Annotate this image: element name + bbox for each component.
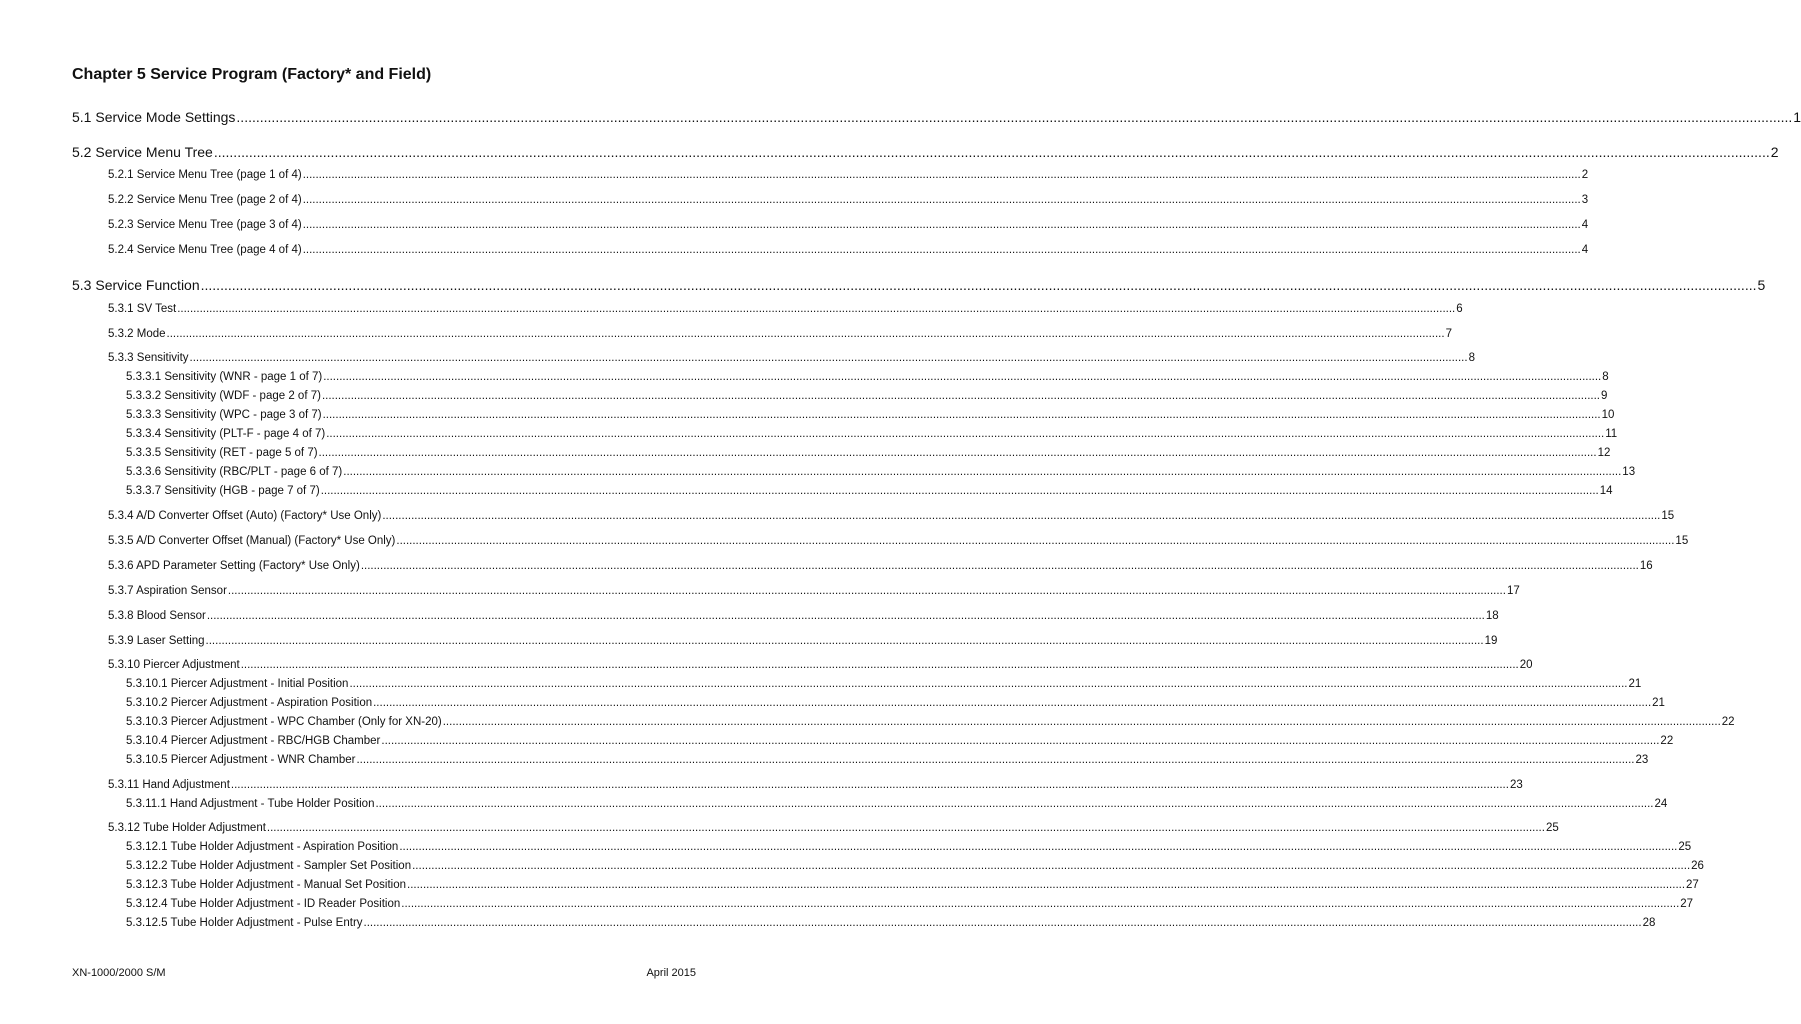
toc-leader-dots: ................................................................................................................................................................................................................................................................................................................................................................................................................ bbox=[302, 194, 1581, 206]
toc-entry-page-number: 12 bbox=[1597, 447, 1611, 459]
toc-entry-page-number: 13 bbox=[1622, 466, 1636, 478]
toc-entry bbox=[126, 735, 1674, 749]
toc-entry-page-number: 16 bbox=[1639, 560, 1653, 572]
toc-entry-page-number: 2 bbox=[1581, 169, 1589, 181]
toc-entry-page-number: 6 bbox=[1456, 303, 1463, 315]
toc-leader-dots: ................................................................................................................................................................................................................................................................................................................................................................................................................ bbox=[213, 144, 1770, 160]
toc-entry bbox=[126, 371, 1609, 385]
toc-entry bbox=[126, 485, 1613, 499]
toc-entry bbox=[126, 716, 1735, 730]
toc-entry-title: 5.3.10.4 Piercer Adjustment - RBC/HGB Chamber bbox=[126, 735, 381, 747]
toc-entry-page-number: 8 bbox=[1602, 371, 1609, 383]
toc-leader-dots: ................................................................................................................................................................................................................................................................................................................................................................................................................ bbox=[407, 879, 1686, 891]
toc-entry bbox=[126, 841, 1692, 855]
toc-leader-dots: ................................................................................................................................................................................................................................................................................................................................................................................................................ bbox=[442, 716, 1721, 728]
toc-leader-dots: ................................................................................................................................................................................................................................................................................................................................................................................................................ bbox=[200, 277, 1757, 293]
toc-entry-page-number: 23 bbox=[1509, 779, 1523, 791]
toc-entry-page-number: 20 bbox=[1519, 659, 1533, 671]
toc-entry-title: 5.3.11 Hand Adjustment bbox=[108, 779, 230, 791]
toc-leader-dots: ................................................................................................................................................................................................................................................................................................................................................................................................................ bbox=[230, 779, 1509, 791]
toc-entry bbox=[108, 169, 1589, 183]
toc-entry-page-number: 3 bbox=[1581, 194, 1589, 206]
chapter-title: Chapter 5 Service Program (Factory* and Field) bbox=[72, 66, 432, 83]
toc-entry bbox=[126, 754, 1649, 768]
toc-entry-page-number: 18 bbox=[1485, 610, 1499, 622]
toc-entry-page-number: 22 bbox=[1660, 735, 1674, 747]
toc-entry-title: 5.3.3 Sensitivity bbox=[108, 352, 189, 364]
toc-leader-dots: ................................................................................................................................................................................................................................................................................................................................................................................................................ bbox=[343, 466, 1622, 478]
toc-entry bbox=[108, 779, 1523, 793]
toc-entry-title: 5.3.12.2 Tube Holder Adjustment - Sampler Set Position bbox=[126, 860, 412, 872]
toc-entry bbox=[108, 822, 1559, 836]
toc-entry bbox=[126, 697, 1665, 711]
toc-entry-page-number: 25 bbox=[1545, 822, 1559, 834]
toc-entry-title: 5.3.3.7 Sensitivity (HGB - page 7 of 7) bbox=[126, 485, 320, 497]
toc-entry bbox=[126, 447, 1611, 461]
toc-entry bbox=[108, 510, 1675, 524]
toc-entry bbox=[108, 194, 1589, 208]
toc-entry bbox=[108, 585, 1520, 599]
toc-entry-title: 5.3.10.1 Piercer Adjustment - Initial Position bbox=[126, 678, 349, 690]
toc-entry-title: 5.3.6 APD Parameter Setting (Factory* Use Only) bbox=[108, 560, 360, 572]
toc-entry-page-number: 15 bbox=[1675, 535, 1689, 547]
toc-leader-dots: ................................................................................................................................................................................................................................................................................................................................................................................................................ bbox=[189, 352, 1468, 364]
toc-entry bbox=[108, 659, 1533, 673]
toc-entry-page-number: 10 bbox=[1601, 409, 1615, 421]
toc-entry bbox=[126, 798, 1668, 812]
toc-leader-dots: ................................................................................................................................................................................................................................................................................................................................................................................................................ bbox=[266, 822, 1545, 834]
toc-entry bbox=[72, 277, 1766, 294]
toc-entry-title: 5.3.12.3 Tube Holder Adjustment - Manual Set Position bbox=[126, 879, 406, 891]
toc-entry bbox=[126, 678, 1642, 692]
toc-leader-dots: ................................................................................................................................................................................................................................................................................................................................................................................................................ bbox=[206, 610, 1485, 622]
toc-entry bbox=[72, 144, 1779, 161]
toc-entry bbox=[126, 428, 1618, 442]
toc-leader-dots: ................................................................................................................................................................................................................................................................................................................................................................................................................ bbox=[240, 659, 1519, 671]
toc-leader-dots: ................................................................................................................................................................................................................................................................................................................................................................................................................ bbox=[326, 428, 1605, 440]
toc-entry-title: 5.3.4 A/D Converter Offset (Auto) (Factory* Use Only) bbox=[108, 510, 382, 522]
toc-leader-dots: ................................................................................................................................................................................................................................................................................................................................................................................................................ bbox=[375, 798, 1654, 810]
toc-leader-dots: ................................................................................................................................................................................................................................................................................................................................................................................................................ bbox=[177, 303, 1456, 315]
toc-leader-dots: ................................................................................................................................................................................................................................................................................................................................................................................................................ bbox=[302, 219, 1581, 231]
toc-entry bbox=[126, 860, 1704, 874]
toc-entry-title: 5.3.7 Aspiration Sensor bbox=[108, 585, 227, 597]
toc-entry-title: 5.3.11.1 Hand Adjustment - Tube Holder Position bbox=[126, 798, 375, 810]
toc-entry-title: 5.3.3.6 Sensitivity (RBC/PLT - page 6 of 7) bbox=[126, 466, 343, 478]
toc-entry-title: 5.2.4 Service Menu Tree (page 4 of 4) bbox=[108, 244, 302, 256]
toc-entry-page-number: 9 bbox=[1600, 390, 1608, 402]
toc-entry-page-number: 23 bbox=[1635, 754, 1649, 766]
toc-entry-page-number: 17 bbox=[1506, 585, 1520, 597]
toc-leader-dots: ................................................................................................................................................................................................................................................................................................................................................................................................................ bbox=[401, 898, 1680, 910]
toc-entry-title: 5.3.12.1 Tube Holder Adjustment - Aspiration Position bbox=[126, 841, 399, 853]
toc-entry-page-number: 1 bbox=[1793, 109, 1801, 125]
toc-entry bbox=[126, 917, 1656, 931]
toc-entry-title: 5.3.3.3 Sensitivity (WPC - page 3 of 7) bbox=[126, 409, 322, 421]
toc-entry-page-number: 21 bbox=[1628, 678, 1642, 690]
toc-leader-dots: ................................................................................................................................................................................................................................................................................................................................................................................................................ bbox=[236, 109, 1793, 125]
toc-entry bbox=[126, 409, 1615, 423]
footer-date: April 2015 bbox=[646, 967, 696, 979]
toc-entry-page-number: 19 bbox=[1484, 635, 1498, 647]
toc-leader-dots: ................................................................................................................................................................................................................................................................................................................................................................................................................ bbox=[356, 754, 1635, 766]
toc-entry bbox=[108, 328, 1452, 342]
toc-entry-title: 5.3.3.1 Sensitivity (WNR - page 1 of 7) bbox=[126, 371, 323, 383]
toc-entry bbox=[108, 535, 1689, 549]
toc-entry-title: 5.3.10.2 Piercer Adjustment - Aspiration Position bbox=[126, 697, 373, 709]
toc-entry-page-number: 26 bbox=[1691, 860, 1704, 872]
toc-entry-title: 5.3.12 Tube Holder Adjustment bbox=[108, 822, 266, 834]
toc-entry-page-number: 27 bbox=[1680, 898, 1694, 910]
toc-entry-page-number: 27 bbox=[1686, 879, 1699, 891]
toc-leader-dots: ................................................................................................................................................................................................................................................................................................................................................................................................................ bbox=[205, 635, 1484, 647]
toc-entry-title: 5.2.3 Service Menu Tree (page 3 of 4) bbox=[108, 219, 302, 231]
toc-entry-title: 5.3.3.4 Sensitivity (PLT-F - page 4 of 7) bbox=[126, 428, 326, 440]
toc-entry-title: 5.2.2 Service Menu Tree (page 2 of 4) bbox=[108, 194, 302, 206]
toc-entry bbox=[108, 560, 1653, 574]
toc-leader-dots: ................................................................................................................................................................................................................................................................................................................................................................................................................ bbox=[373, 697, 1652, 709]
toc-entry bbox=[108, 303, 1463, 317]
toc-entry-title: 5.1 Service Mode Settings bbox=[72, 109, 236, 125]
toc-entry-title: 5.3.2 Mode bbox=[108, 328, 166, 340]
toc-entry-page-number: 2 bbox=[1770, 144, 1779, 160]
toc-entry-title: 5.3 Service Function bbox=[72, 277, 200, 293]
toc-entry-title: 5.3.10 Piercer Adjustment bbox=[108, 659, 240, 671]
toc-entry-title: 5.3.3.2 Sensitivity (WDF - page 2 of 7) bbox=[126, 390, 321, 402]
toc-leader-dots: ................................................................................................................................................................................................................................................................................................................................................................................................................ bbox=[349, 678, 1628, 690]
toc-leader-dots: ................................................................................................................................................................................................................................................................................................................................................................................................................ bbox=[382, 510, 1661, 522]
toc-entry-page-number: 22 bbox=[1721, 716, 1735, 728]
toc-leader-dots: ................................................................................................................................................................................................................................................................................................................................................................................................................ bbox=[320, 485, 1599, 497]
toc-leader-dots: ................................................................................................................................................................................................................................................................................................................................................................................................................ bbox=[322, 409, 1601, 421]
toc-entry-title: 5.3.9 Laser Setting bbox=[108, 635, 205, 647]
toc-entry bbox=[126, 879, 1699, 893]
footer-manual-id: XN-1000/2000 S/M bbox=[72, 967, 166, 979]
toc-leader-dots: ................................................................................................................................................................................................................................................................................................................................................................................................................ bbox=[360, 560, 1639, 572]
toc-leader-dots: ................................................................................................................................................................................................................................................................................................................................................................................................................ bbox=[227, 585, 1506, 597]
toc-entry-title: 5.3.10.3 Piercer Adjustment - WPC Chamber (Only for XN-20) bbox=[126, 716, 442, 728]
toc-entry-page-number: 5 bbox=[1757, 277, 1766, 293]
toc-leader-dots: ................................................................................................................................................................................................................................................................................................................................................................................................................ bbox=[412, 860, 1691, 872]
toc-leader-dots: ................................................................................................................................................................................................................................................................................................................................................................................................................ bbox=[363, 917, 1642, 929]
toc-entry bbox=[72, 109, 1801, 126]
toc-leader-dots: ................................................................................................................................................................................................................................................................................................................................................................................................................ bbox=[318, 447, 1597, 459]
toc-entry-page-number: 8 bbox=[1468, 352, 1475, 364]
toc-entry-page-number: 7 bbox=[1445, 328, 1452, 340]
toc-entry-page-number: 24 bbox=[1654, 798, 1668, 810]
toc-entry-title: 5.2.1 Service Menu Tree (page 1 of 4) bbox=[108, 169, 302, 181]
toc-leader-dots: ................................................................................................................................................................................................................................................................................................................................................................................................................ bbox=[321, 390, 1600, 402]
toc-entry-title: 5.3.12.4 Tube Holder Adjustment - ID Reader Position bbox=[126, 898, 401, 910]
toc-entry-title: 5.2 Service Menu Tree bbox=[72, 144, 213, 160]
toc-entry bbox=[126, 390, 1608, 404]
toc-leader-dots: ................................................................................................................................................................................................................................................................................................................................................................................................................ bbox=[399, 841, 1678, 853]
toc-entry bbox=[108, 635, 1498, 649]
toc-entry-title: 5.3.8 Blood Sensor bbox=[108, 610, 206, 622]
toc-leader-dots: ................................................................................................................................................................................................................................................................................................................................................................................................................ bbox=[302, 244, 1581, 256]
toc-entry bbox=[108, 610, 1499, 624]
toc-entry-page-number: 28 bbox=[1642, 917, 1656, 929]
toc-entry-page-number: 4 bbox=[1581, 244, 1589, 256]
toc-entry-title: 5.3.1 SV Test bbox=[108, 303, 177, 315]
toc-entry-page-number: 11 bbox=[1605, 428, 1618, 440]
toc-entry-title: 5.3.3.5 Sensitivity (RET - page 5 of 7) bbox=[126, 447, 318, 459]
toc-leader-dots: ................................................................................................................................................................................................................................................................................................................................................................................................................ bbox=[166, 328, 1445, 340]
toc-entry-page-number: 25 bbox=[1678, 841, 1692, 853]
toc-entry-page-number: 15 bbox=[1661, 510, 1675, 522]
toc-leader-dots: ................................................................................................................................................................................................................................................................................................................................................................................................................ bbox=[323, 371, 1602, 383]
toc-entry bbox=[126, 466, 1636, 480]
toc-entry-title: 5.3.12.5 Tube Holder Adjustment - Pulse Entry bbox=[126, 917, 363, 929]
toc-leader-dots: ................................................................................................................................................................................................................................................................................................................................................................................................................ bbox=[381, 735, 1660, 747]
toc-entry-page-number: 4 bbox=[1581, 219, 1589, 231]
toc-leader-dots: ................................................................................................................................................................................................................................................................................................................................................................................................................ bbox=[396, 535, 1675, 547]
toc-entry bbox=[108, 352, 1475, 366]
toc-entry-page-number: 14 bbox=[1599, 485, 1613, 497]
toc-entry-title: 5.3.5 A/D Converter Offset (Manual) (Factory* Use Only) bbox=[108, 535, 396, 547]
toc-entry-title: 5.3.10.5 Piercer Adjustment - WNR Chamber bbox=[126, 754, 356, 766]
toc-entry bbox=[126, 898, 1694, 912]
toc-entry bbox=[108, 244, 1589, 258]
toc-leader-dots: ................................................................................................................................................................................................................................................................................................................................................................................................................ bbox=[302, 169, 1581, 181]
toc-entry bbox=[108, 219, 1589, 233]
toc-entry-page-number: 21 bbox=[1652, 697, 1665, 709]
